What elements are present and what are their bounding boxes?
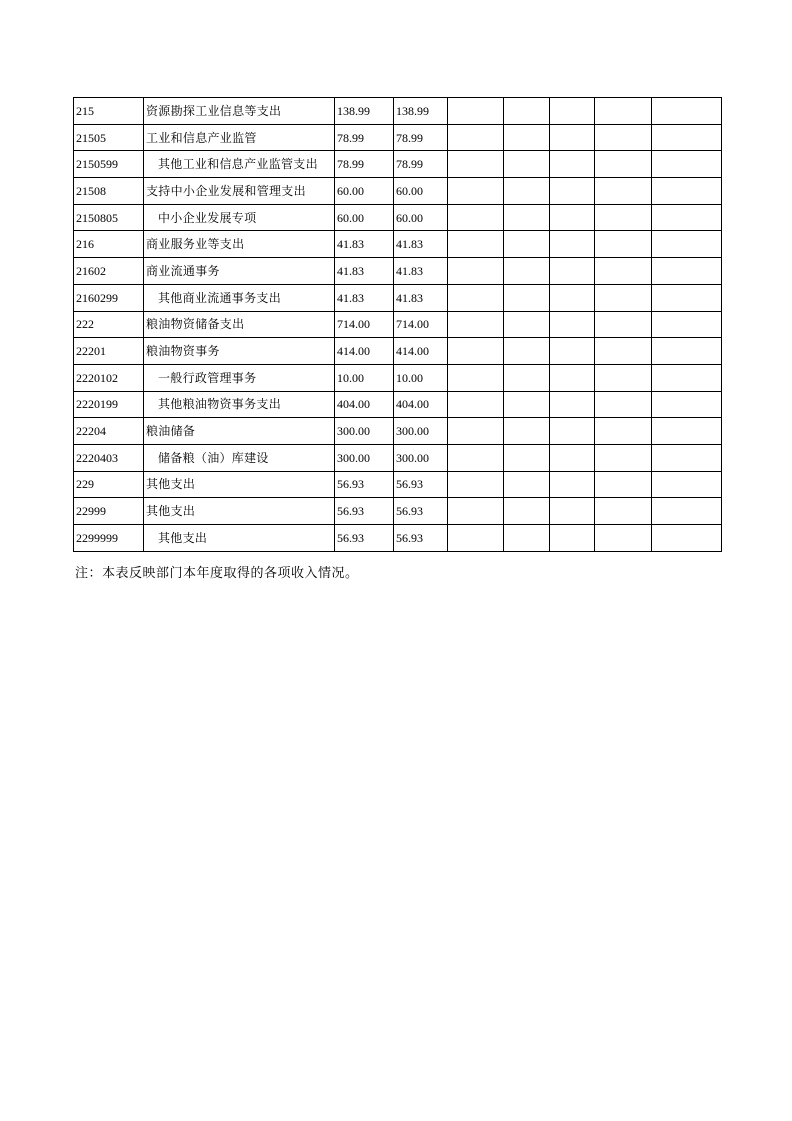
empty-cell xyxy=(504,471,550,498)
empty-cell xyxy=(550,284,595,311)
account-code-cell: 22201 xyxy=(74,338,144,365)
account-name-cell: 其他支出 xyxy=(144,525,335,552)
account-name-cell: 其他商业流通事务支出 xyxy=(144,284,335,311)
account-name-cell: 储备粮（油）库建设 xyxy=(144,444,335,471)
account-code-cell: 222 xyxy=(74,311,144,338)
empty-cell xyxy=(504,204,550,231)
account-name-cell: 粮油储备 xyxy=(144,418,335,445)
account-name-cell: 粮油物资事务 xyxy=(144,338,335,365)
empty-cell xyxy=(595,231,652,258)
empty-cell xyxy=(448,284,504,311)
empty-cell xyxy=(448,364,504,391)
account-code-cell: 21508 xyxy=(74,178,144,205)
empty-cell xyxy=(595,391,652,418)
empty-cell xyxy=(504,311,550,338)
account-name-cell: 商业服务业等支出 xyxy=(144,231,335,258)
empty-cell xyxy=(652,178,722,205)
empty-cell xyxy=(652,311,722,338)
empty-cell xyxy=(448,98,504,125)
empty-cell xyxy=(595,178,652,205)
account-code-cell: 2220102 xyxy=(74,364,144,391)
budget-table xyxy=(73,97,722,552)
empty-cell xyxy=(448,151,504,178)
fiscal-amount-cell: 78.99 xyxy=(394,151,448,178)
table-note: 注：本表反映部门本年度取得的各项收入情况。 xyxy=(75,566,359,581)
empty-cell xyxy=(652,124,722,151)
empty-cell xyxy=(595,444,652,471)
empty-cell xyxy=(448,525,504,552)
empty-cell xyxy=(652,151,722,178)
fiscal-amount-cell: 41.83 xyxy=(394,284,448,311)
empty-cell xyxy=(448,391,504,418)
empty-cell xyxy=(652,258,722,285)
table-row xyxy=(74,98,722,125)
total-amount-cell: 56.93 xyxy=(335,498,394,525)
empty-cell xyxy=(504,98,550,125)
fiscal-amount-cell: 414.00 xyxy=(394,338,448,365)
account-name-cell: 工业和信息产业监管 xyxy=(144,124,335,151)
empty-cell xyxy=(448,204,504,231)
empty-cell xyxy=(550,124,595,151)
empty-cell xyxy=(550,391,595,418)
empty-cell xyxy=(595,525,652,552)
total-amount-cell: 78.99 xyxy=(335,151,394,178)
empty-cell xyxy=(550,231,595,258)
account-name-cell: 其他粮油物资事务支出 xyxy=(144,391,335,418)
total-amount-cell: 10.00 xyxy=(335,364,394,391)
account-code-cell: 2160299 xyxy=(74,284,144,311)
empty-cell xyxy=(595,98,652,125)
empty-cell xyxy=(652,391,722,418)
table-row xyxy=(74,525,722,552)
account-name-cell: 其他支出 xyxy=(144,498,335,525)
fiscal-amount-cell: 41.83 xyxy=(394,258,448,285)
empty-cell xyxy=(550,364,595,391)
empty-cell xyxy=(504,498,550,525)
table-row xyxy=(74,124,722,151)
empty-cell xyxy=(504,364,550,391)
total-amount-cell: 300.00 xyxy=(335,444,394,471)
empty-cell xyxy=(448,231,504,258)
fiscal-amount-cell: 56.93 xyxy=(394,471,448,498)
account-code-cell: 2150599 xyxy=(74,151,144,178)
empty-cell xyxy=(652,471,722,498)
table-row xyxy=(74,338,722,365)
account-name-cell: 其他工业和信息产业监管支出 xyxy=(144,151,335,178)
empty-cell xyxy=(652,204,722,231)
empty-cell xyxy=(595,364,652,391)
table-row xyxy=(74,471,722,498)
table-row xyxy=(74,204,722,231)
empty-cell xyxy=(595,204,652,231)
empty-cell xyxy=(504,418,550,445)
empty-cell xyxy=(504,124,550,151)
fiscal-amount-cell: 138.99 xyxy=(394,98,448,125)
empty-cell xyxy=(504,391,550,418)
empty-cell xyxy=(504,444,550,471)
total-amount-cell: 300.00 xyxy=(335,418,394,445)
table-row xyxy=(74,444,722,471)
fiscal-amount-cell: 78.99 xyxy=(394,124,448,151)
fiscal-amount-cell: 56.93 xyxy=(394,498,448,525)
total-amount-cell: 41.83 xyxy=(335,258,394,285)
account-code-cell: 21505 xyxy=(74,124,144,151)
total-amount-cell: 404.00 xyxy=(335,391,394,418)
empty-cell xyxy=(550,444,595,471)
empty-cell xyxy=(504,258,550,285)
empty-cell xyxy=(652,364,722,391)
empty-cell xyxy=(550,498,595,525)
empty-cell xyxy=(504,525,550,552)
table-row xyxy=(74,391,722,418)
account-name-cell: 粮油物资储备支出 xyxy=(144,311,335,338)
empty-cell xyxy=(595,498,652,525)
fiscal-amount-cell: 56.93 xyxy=(394,525,448,552)
account-name-cell: 资源勘探工业信息等支出 xyxy=(144,98,335,125)
empty-cell xyxy=(652,98,722,125)
empty-cell xyxy=(448,178,504,205)
account-code-cell: 22999 xyxy=(74,498,144,525)
empty-cell xyxy=(652,418,722,445)
empty-cell xyxy=(550,418,595,445)
empty-cell xyxy=(448,311,504,338)
fiscal-amount-cell: 10.00 xyxy=(394,364,448,391)
empty-cell xyxy=(448,498,504,525)
empty-cell xyxy=(595,338,652,365)
account-name-cell: 中小企业发展专项 xyxy=(144,204,335,231)
empty-cell xyxy=(550,311,595,338)
total-amount-cell: 56.93 xyxy=(335,525,394,552)
empty-cell xyxy=(448,124,504,151)
account-code-cell: 2220403 xyxy=(74,444,144,471)
account-code-cell: 229 xyxy=(74,471,144,498)
account-code-cell: 215 xyxy=(74,98,144,125)
total-amount-cell: 41.83 xyxy=(335,284,394,311)
empty-cell xyxy=(550,471,595,498)
account-code-cell: 22204 xyxy=(74,418,144,445)
total-amount-cell: 41.83 xyxy=(335,231,394,258)
total-amount-cell: 414.00 xyxy=(335,338,394,365)
fiscal-amount-cell: 300.00 xyxy=(394,418,448,445)
empty-cell xyxy=(652,525,722,552)
empty-cell xyxy=(448,471,504,498)
empty-cell xyxy=(550,204,595,231)
empty-cell xyxy=(550,151,595,178)
table-row xyxy=(74,418,722,445)
table-row xyxy=(74,151,722,178)
table-row xyxy=(74,258,722,285)
empty-cell xyxy=(504,178,550,205)
table-row xyxy=(74,311,722,338)
empty-cell xyxy=(595,311,652,338)
fiscal-amount-cell: 300.00 xyxy=(394,444,448,471)
empty-cell xyxy=(448,418,504,445)
empty-cell xyxy=(652,444,722,471)
empty-cell xyxy=(550,525,595,552)
table-body xyxy=(74,98,722,552)
empty-cell xyxy=(595,124,652,151)
account-name-cell: 其他支出 xyxy=(144,471,335,498)
fiscal-amount-cell: 60.00 xyxy=(394,178,448,205)
empty-cell xyxy=(550,178,595,205)
total-amount-cell: 78.99 xyxy=(335,124,394,151)
account-name-cell: 支持中小企业发展和管理支出 xyxy=(144,178,335,205)
total-amount-cell: 138.99 xyxy=(335,98,394,125)
fiscal-amount-cell: 60.00 xyxy=(394,204,448,231)
empty-cell xyxy=(504,284,550,311)
empty-cell xyxy=(595,418,652,445)
empty-cell xyxy=(550,338,595,365)
total-amount-cell: 60.00 xyxy=(335,178,394,205)
empty-cell xyxy=(504,231,550,258)
empty-cell xyxy=(550,98,595,125)
empty-cell xyxy=(652,284,722,311)
empty-cell xyxy=(595,258,652,285)
account-name-cell: 一般行政管理事务 xyxy=(144,364,335,391)
fiscal-amount-cell: 714.00 xyxy=(394,311,448,338)
empty-cell xyxy=(652,338,722,365)
empty-cell xyxy=(448,258,504,285)
empty-cell xyxy=(448,338,504,365)
table-row xyxy=(74,178,722,205)
total-amount-cell: 56.93 xyxy=(335,471,394,498)
empty-cell xyxy=(652,231,722,258)
empty-cell xyxy=(448,444,504,471)
total-amount-cell: 714.00 xyxy=(335,311,394,338)
table-row xyxy=(74,284,722,311)
empty-cell xyxy=(595,471,652,498)
empty-cell xyxy=(550,258,595,285)
account-code-cell: 216 xyxy=(74,231,144,258)
empty-cell xyxy=(652,498,722,525)
account-code-cell: 2220199 xyxy=(74,391,144,418)
table-row xyxy=(74,498,722,525)
account-code-cell: 2299999 xyxy=(74,525,144,552)
account-code-cell: 2150805 xyxy=(74,204,144,231)
table-row xyxy=(74,231,722,258)
fiscal-amount-cell: 404.00 xyxy=(394,391,448,418)
empty-cell xyxy=(595,284,652,311)
table-row xyxy=(74,364,722,391)
fiscal-amount-cell: 41.83 xyxy=(394,231,448,258)
empty-cell xyxy=(595,151,652,178)
total-amount-cell: 60.00 xyxy=(335,204,394,231)
account-code-cell: 21602 xyxy=(74,258,144,285)
account-name-cell: 商业流通事务 xyxy=(144,258,335,285)
empty-cell xyxy=(504,151,550,178)
empty-cell xyxy=(504,338,550,365)
